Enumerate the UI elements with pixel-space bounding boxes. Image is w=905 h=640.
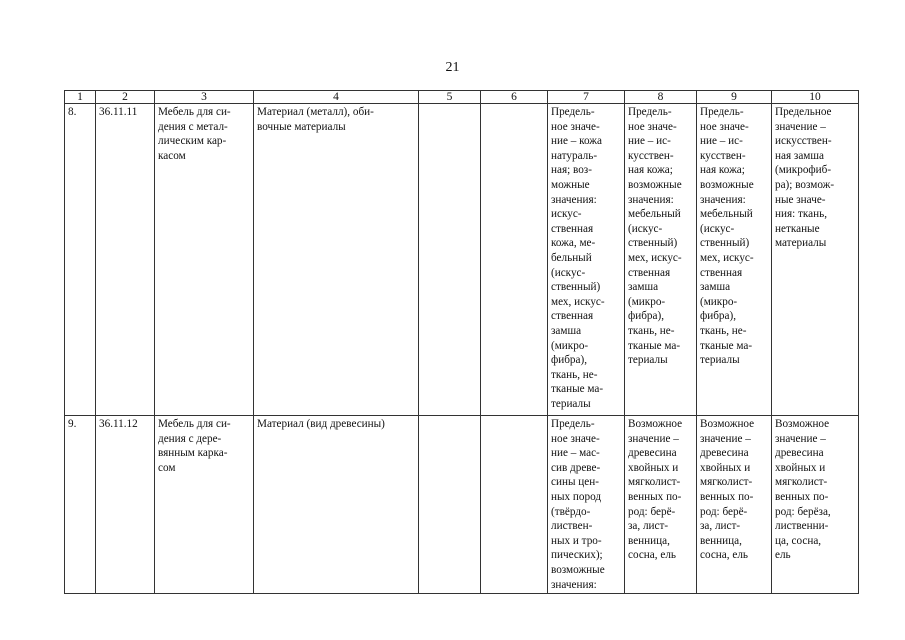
item-name: Мебель для си- дения с дере- вянным карка- сом — [155, 416, 254, 594]
header-cell-5: 5 — [419, 91, 481, 104]
header-cell-8: 8 — [625, 91, 697, 104]
table-row — [65, 104, 859, 416]
characteristics-table — [64, 90, 859, 594]
column-8-value: Предель- ное значе- ние – ис- кусствен- ная кожа; возможные значения: мебельный (искус- ственный) мех, искус- ственная замша (микро- фибра), ткань, не- тканые ма- териалы — [625, 104, 697, 416]
header-row — [65, 91, 859, 104]
row-number: 9. — [65, 416, 96, 594]
characteristic-name: Материал (металл), оби- вочные материалы — [254, 104, 419, 416]
header-cell-6: 6 — [481, 91, 548, 104]
item-name: Мебель для си- дения с метал- лическим кар- касом — [155, 104, 254, 416]
column-9-value: Возможное значение – древесина хвойных и мягколист- венных по- род: берё- за, лист- венница, сосна, ель — [697, 416, 772, 594]
okpd-code: 36.11.12 — [96, 416, 155, 594]
column-6-cell — [481, 104, 548, 416]
table-row — [65, 416, 859, 594]
column-10-value: Возможное значение – древесина хвойных и мягколист- венных по- род: берёза, лиственни- ца, сосна, ель — [772, 416, 859, 594]
column-7-value: Предель- ное значе- ние – кожа натураль- ная; воз- можные значения: искус- ственная кожа, ме- бельный (искус- ственный) мех, искус- ственная замша (микро- фибра), ткань, не- тканые ма- териалы — [548, 104, 625, 416]
column-7-value: Предель- ное значе- ние – мас- сив древе- сины цен- ных пород (твёрдо- листвен- ных и тро- пических); возможные значения: — [548, 416, 625, 594]
column-5-cell — [419, 104, 481, 416]
header-cell-1: 1 — [65, 91, 96, 104]
column-9-value: Предель- ное значе- ние – ис- кусствен- ная кожа; возможные значения: мебельный (искус- ственный) мех, искус- ственная замша (микро- фибра), ткань, не- тканые ма- териалы — [697, 104, 772, 416]
column-5-cell — [419, 416, 481, 594]
header-cell-4: 4 — [254, 91, 419, 104]
characteristic-name: Материал (вид древесины) — [254, 416, 419, 594]
header-cell-9: 9 — [697, 91, 772, 104]
okpd-code: 36.11.11 — [96, 104, 155, 416]
column-10-value: Предельное значение – искусствен- ная замша (микрофиб- ра); возмож- ные значе- ния: ткань, нетканые материалы — [772, 104, 859, 416]
row-number: 8. — [65, 104, 96, 416]
header-cell-3: 3 — [155, 91, 254, 104]
column-6-cell — [481, 416, 548, 594]
page-number: 21 — [445, 60, 460, 75]
header-cell-10: 10 — [772, 91, 859, 104]
header-cell-7: 7 — [548, 91, 625, 104]
column-8-value: Возможное значение – древесина хвойных и мягколист- венных по- род: берё- за, лист- венница, сосна, ель — [625, 416, 697, 594]
header-cell-2: 2 — [96, 91, 155, 104]
